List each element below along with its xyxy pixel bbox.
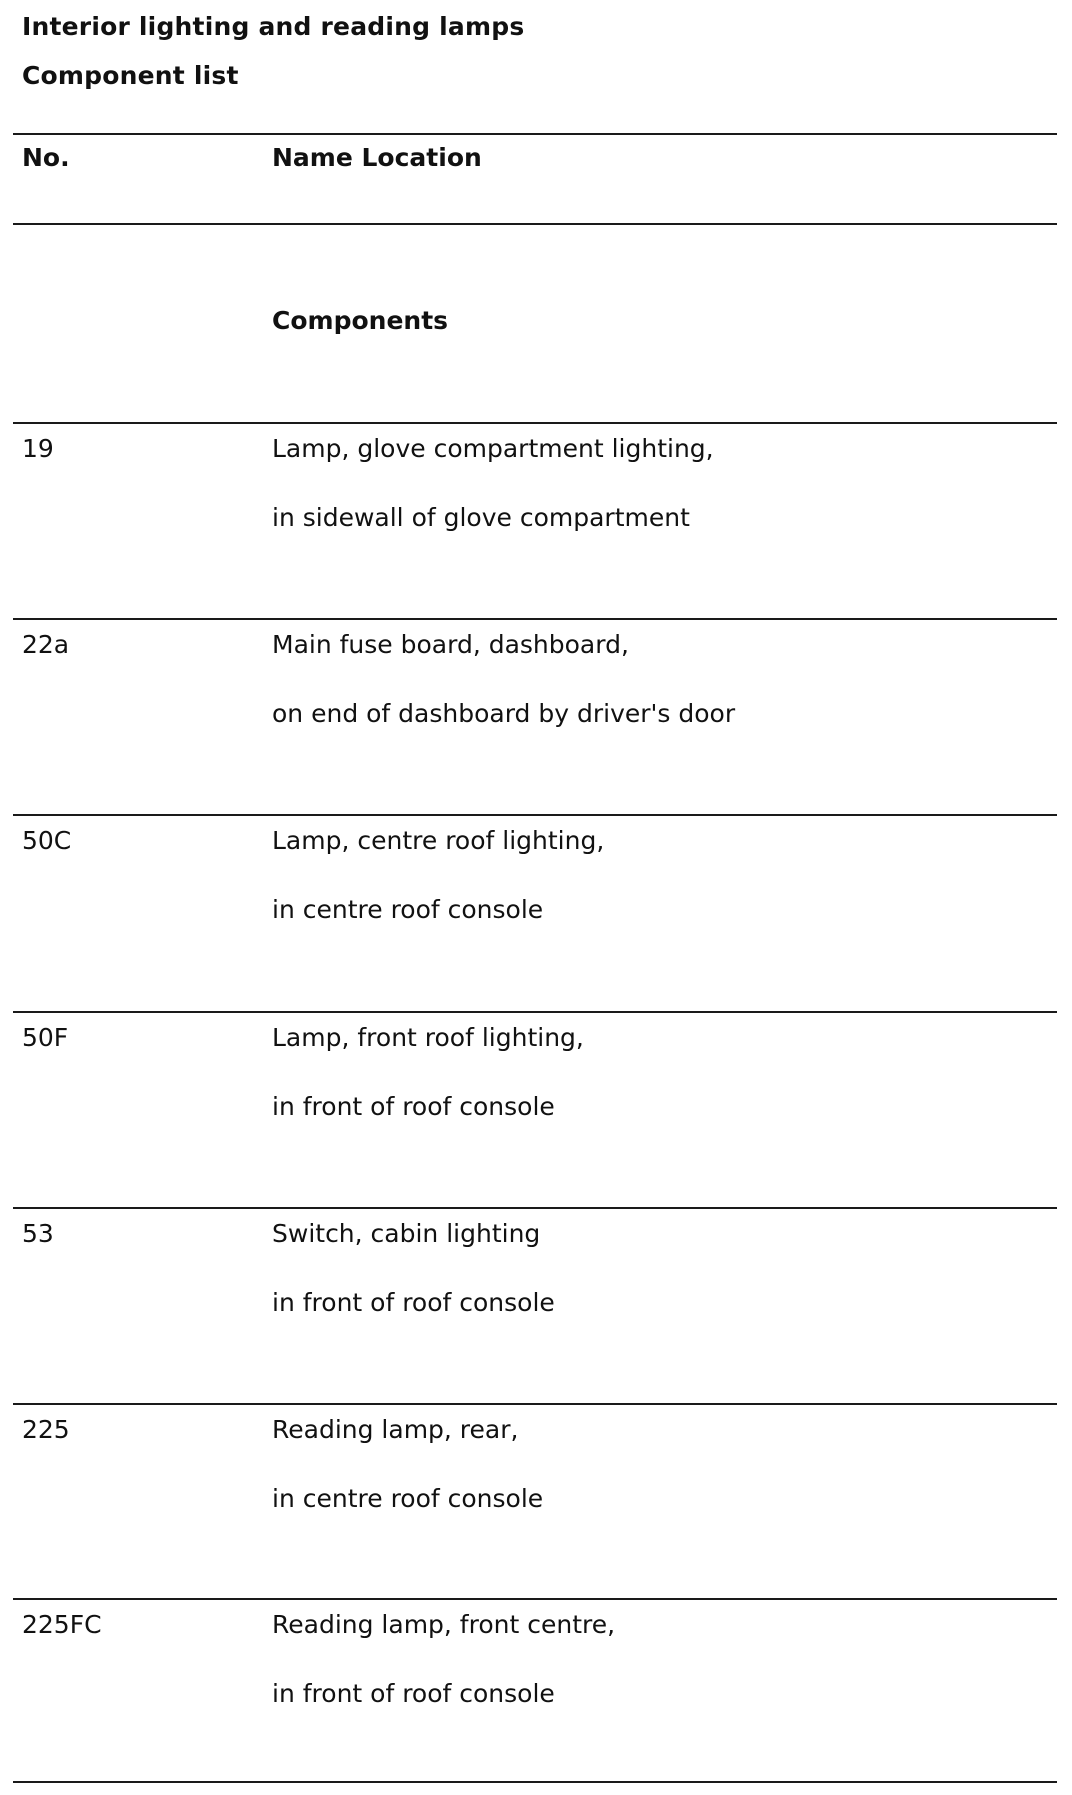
component-name: Lamp, front roof lighting, <box>272 1023 584 1052</box>
table-row <box>0 1013 1072 1208</box>
component-location: in centre roof console <box>272 1484 544 1513</box>
component-number: 50F <box>22 1023 69 1052</box>
component-name: Lamp, glove compartment lighting, <box>272 434 714 463</box>
component-location: in front of roof console <box>272 1679 555 1708</box>
component-number: 50C <box>22 826 72 855</box>
column-header-no: No. <box>22 143 70 172</box>
table-row <box>0 816 1072 1011</box>
component-number: 225FC <box>22 1610 102 1639</box>
component-location: in centre roof console <box>272 895 544 924</box>
component-location: in front of roof console <box>272 1288 555 1317</box>
table-row <box>0 1405 1072 1600</box>
table-row <box>0 424 1072 619</box>
component-number: 53 <box>22 1219 54 1248</box>
component-name: Lamp, centre roof lighting, <box>272 826 605 855</box>
section-label-components: Components <box>272 306 449 335</box>
table-row <box>0 1600 1072 1795</box>
table-row <box>0 620 1072 815</box>
component-number: 22a <box>22 630 70 659</box>
document-title: Interior lighting and reading lamps <box>22 12 525 41</box>
component-name: Reading lamp, front centre, <box>272 1610 616 1639</box>
component-name: Main fuse board, dashboard, <box>272 630 629 659</box>
component-location: in sidewall of glove compartment <box>272 503 690 532</box>
table-row <box>0 1209 1072 1404</box>
component-number: 225 <box>22 1415 70 1444</box>
table-bottom-rule <box>13 1781 1057 1783</box>
component-location: on end of dashboard by driver's door <box>272 699 736 728</box>
table-top-rule <box>13 133 1057 135</box>
component-location: in front of roof console <box>272 1092 555 1121</box>
header-bottom-rule <box>13 223 1057 225</box>
component-name: Reading lamp, rear, <box>272 1415 519 1444</box>
document-subtitle: Component list <box>22 61 239 90</box>
column-header-name-location: Name Location <box>272 143 482 172</box>
component-name: Switch, cabin lighting <box>272 1219 541 1248</box>
component-number: 19 <box>22 434 54 463</box>
